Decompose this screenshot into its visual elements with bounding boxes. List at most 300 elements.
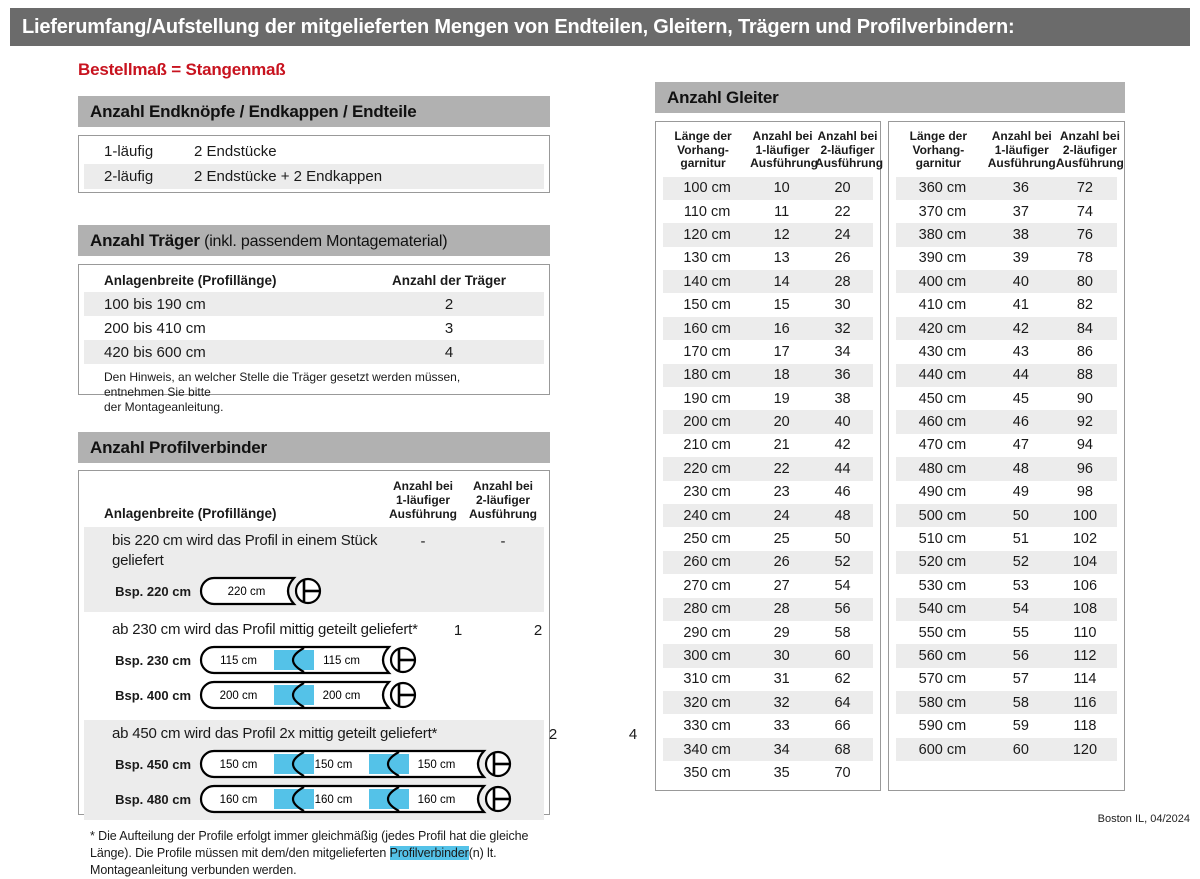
count-1-laeufig: 56 [1012, 648, 1029, 664]
table-row [84, 292, 544, 316]
count-1-laeufig: 48 [1012, 460, 1029, 477]
length-value: 370 cm [918, 203, 967, 220]
count-1-laeufig: 13 [773, 250, 790, 267]
svg-text:150 cm: 150 cm [219, 759, 258, 771]
table-row [663, 457, 873, 480]
count-1-laeufig: 29 [773, 624, 790, 641]
count-2-laeufig: 50 [834, 531, 851, 548]
count-1-laeufig: 36 [1012, 180, 1029, 197]
count-1-laeufig: 33 [773, 718, 790, 735]
count-2-laeufig: 26 [834, 250, 851, 267]
traeger-note-line1: Den Hinweis, an welcher Stelle die Träger gesetzt werden müssen, entnehmen Sie bitte [104, 370, 461, 399]
count-2-laeufig: 52 [834, 554, 851, 571]
count-1-laeufig: 12 [773, 226, 790, 243]
section-header-endteile-label: Anzahl Endknöpfe / Endkappen / Endteile [90, 102, 417, 121]
length-value: 140 cm [683, 273, 731, 290]
profilverbinder-row-text: ab 230 cm wird das Profil mittig geteilt geliefert* [112, 621, 418, 638]
length-value: 250 cm [683, 531, 731, 548]
length-value: 200 cm [683, 414, 731, 431]
count-1-laeufig: 19 [773, 390, 790, 407]
count-1-laeufig: 52 [1012, 554, 1029, 571]
count-2-laeufig: 74 [1076, 203, 1093, 220]
example-label: Bsp. 450 cm [115, 756, 191, 772]
count-2-laeufig: 108 [1072, 601, 1098, 618]
table-row [896, 387, 1117, 410]
traeger-row3-count: 4 [444, 343, 454, 361]
count-1-laeufig: 11 [774, 203, 790, 220]
traeger-row2-range: 200 bis 410 cm [104, 319, 206, 337]
table-row [663, 481, 873, 504]
count-1-laeufig: 49 [1012, 484, 1029, 501]
traeger-col1-header: Anlagenbreite (Profillänge) [104, 273, 277, 288]
length-value: 310 cm [683, 671, 731, 688]
table-row [896, 434, 1117, 457]
count-2-laeufig: 20 [834, 180, 851, 197]
length-value: 530 cm [918, 577, 967, 594]
footnote-highlight: Profilverbinder [389, 846, 469, 860]
table-row [663, 364, 873, 387]
length-value: 290 cm [683, 624, 731, 641]
count-2-laeufig: 106 [1072, 577, 1098, 594]
table-row [663, 644, 873, 667]
example-label: Bsp. 480 cm [115, 791, 191, 807]
length-value: 350 cm [683, 764, 731, 781]
count-1-laeufig: 31 [773, 671, 790, 688]
table-row [896, 551, 1117, 574]
count-1-laeufig: 38 [1012, 226, 1029, 243]
svg-text:115 cm: 115 cm [323, 655, 360, 667]
traeger-col2-header: Anzahl der Träger [391, 273, 507, 288]
traeger-row1-count: 2 [444, 295, 454, 313]
gleiter-column-header: Anzahl bei 1-läufiger Ausführung [750, 129, 819, 170]
table-row [663, 598, 873, 621]
count-2-laeufig: 102 [1072, 531, 1098, 548]
section-header-gleiter [655, 82, 1125, 113]
profilverbinder-row [84, 616, 544, 716]
svg-text:115 cm: 115 cm [220, 655, 257, 667]
profilverbinder-row-text: bis 220 cm wird das Profil in einem Stück geliefert [112, 532, 378, 569]
table-row [896, 293, 1117, 316]
count-1-laeufig: 30 [773, 648, 790, 664]
count-1-laeufig: 26 [773, 554, 790, 571]
count-1-laeufig: 59 [1012, 718, 1029, 735]
traeger-table [78, 264, 550, 414]
count-2-laeufig: 44 [834, 460, 851, 477]
document-footer: Boston IL, 04/2024 [1097, 813, 1190, 825]
table-row [84, 164, 544, 189]
profilverbinder-footnote [84, 820, 544, 879]
count-2-laeufig: 86 [1076, 343, 1093, 360]
table-row [663, 293, 873, 316]
table-row [84, 139, 544, 164]
table-row [896, 738, 1117, 761]
count-2-laeufig: 112 [1073, 648, 1097, 664]
svg-text:200 cm: 200 cm [219, 690, 258, 702]
table-row [663, 223, 873, 246]
length-value: 560 cm [918, 648, 967, 664]
end-piece-icon [486, 752, 510, 776]
length-value: 270 cm [683, 577, 731, 594]
length-value: 590 cm [918, 718, 967, 735]
count-1-laeufig: 27 [773, 577, 790, 594]
length-value: 150 cm [683, 297, 731, 314]
count-2-laeufig: 110 [1073, 624, 1097, 641]
length-value: 170 cm [683, 343, 731, 360]
count-2-laeufig: 24 [834, 226, 851, 243]
table-row [896, 247, 1117, 270]
count-1-laeufig: 14 [773, 273, 790, 290]
count-2-laeufig: - [500, 533, 506, 550]
length-value: 190 cm [683, 390, 731, 407]
endteile-row1-type: 1-läufig [104, 143, 154, 160]
traeger-row2-count: 3 [444, 319, 454, 337]
profilverbinder-table-header [84, 471, 544, 523]
table-row [663, 387, 873, 410]
end-piece-icon [296, 579, 320, 603]
length-value: 160 cm [683, 320, 731, 337]
count-2-laeufig: 62 [834, 671, 851, 688]
table-row [663, 527, 873, 550]
table-row [896, 270, 1117, 293]
profile-rod-diagram [199, 680, 419, 710]
profile-rod-diagram [199, 576, 324, 606]
table-row [663, 200, 873, 223]
svg-text:160 cm: 160 cm [219, 794, 258, 806]
gleiter-table1-header [656, 122, 884, 171]
length-value: 390 cm [918, 250, 967, 267]
count-2-laeufig: 82 [1076, 297, 1093, 314]
table-row [896, 621, 1117, 644]
table-row [663, 410, 873, 433]
count-1-laeufig: 25 [773, 531, 790, 548]
page-title: Lieferumfang/Aufstellung der mitgelieferten Mengen von Endteilen, Gleitern, Trägern und Profilverbindern: [10, 8, 1190, 46]
section-header-traeger-label: Anzahl Träger [90, 231, 200, 250]
length-value: 280 cm [683, 601, 731, 618]
count-1-laeufig: 39 [1012, 250, 1029, 267]
profile-rod-diagram [199, 784, 514, 814]
table-row [663, 551, 873, 574]
table-row [663, 247, 873, 270]
table-row [663, 738, 873, 761]
count-1-laeufig: 10 [773, 180, 790, 197]
count-1-laeufig: 53 [1012, 577, 1029, 594]
count-2-laeufig: 34 [834, 343, 851, 360]
table-row [663, 761, 873, 784]
count-2-laeufig: 120 [1072, 741, 1098, 758]
count-1-laeufig: - [420, 533, 426, 550]
table-row [896, 527, 1117, 550]
gleiter-column-header: Anzahl bei 2-läufiger Ausführung [1055, 129, 1124, 170]
example-diagram [84, 680, 419, 710]
length-value: 120 cm [683, 226, 731, 243]
length-value: 360 cm [918, 180, 967, 197]
example-diagram [84, 645, 419, 675]
section-header-profilverbinder-label: Anzahl Profilverbinder [90, 438, 267, 457]
profilverbinder-row-text: ab 450 cm wird das Profil 2x mittig geteilt geliefert* [112, 725, 438, 742]
count-2-laeufig: 28 [834, 273, 851, 290]
length-value: 380 cm [918, 226, 967, 243]
count-2-laeufig: 2 [533, 622, 543, 639]
count-1-laeufig: 42 [1012, 320, 1029, 337]
count-1-laeufig: 24 [773, 507, 790, 524]
count-2-laeufig: 104 [1072, 554, 1098, 571]
table-row [896, 200, 1117, 223]
length-value: 460 cm [918, 414, 967, 431]
count-2-laeufig: 78 [1076, 250, 1093, 267]
count-2-laeufig: 94 [1076, 437, 1093, 454]
count-1-laeufig: 60 [1012, 741, 1029, 758]
count-1-laeufig: 16 [773, 320, 790, 337]
count-2-laeufig: 30 [834, 297, 851, 314]
length-value: 420 cm [918, 320, 967, 337]
length-value: 410 cm [918, 297, 967, 314]
gleiter-table-1 [655, 121, 884, 791]
count-2-laeufig: 48 [834, 507, 851, 524]
traeger-note [84, 364, 544, 415]
table-row [663, 668, 873, 691]
count-2-laeufig: 88 [1076, 367, 1093, 384]
count-1-laeufig: 37 [1012, 203, 1029, 220]
length-value: 520 cm [918, 554, 967, 571]
svg-text:160 cm: 160 cm [314, 794, 353, 806]
length-value: 180 cm [683, 367, 731, 384]
count-2-laeufig: 116 [1073, 694, 1097, 711]
table-row [896, 714, 1117, 737]
example-label: Bsp. 400 cm [115, 687, 191, 703]
count-2-laeufig: 118 [1073, 718, 1097, 735]
table-row [84, 340, 544, 364]
count-2-laeufig: 90 [1076, 390, 1093, 407]
profilverbinder-col2-header: Anzahl bei 1-läufiger Ausführung [389, 479, 457, 521]
count-2-laeufig: 72 [1076, 180, 1093, 197]
table-row [663, 504, 873, 527]
count-1-laeufig: 23 [773, 484, 790, 501]
count-2-laeufig: 42 [834, 437, 851, 454]
table-row [896, 668, 1117, 691]
profilverbinder-row [84, 527, 544, 612]
length-value: 330 cm [683, 718, 731, 735]
svg-text:160 cm: 160 cm [417, 794, 456, 806]
traeger-row1-range: 100 bis 190 cm [104, 295, 206, 313]
table-row [896, 574, 1117, 597]
table-row [896, 410, 1117, 433]
count-1-laeufig: 57 [1012, 671, 1029, 688]
length-value: 540 cm [918, 601, 967, 618]
count-1-laeufig: 32 [773, 694, 790, 711]
end-piece-icon [391, 648, 415, 672]
length-value: 510 cm [918, 531, 967, 548]
svg-text:150 cm: 150 cm [314, 759, 353, 771]
profilverbinder-table [78, 470, 638, 877]
example-diagram [84, 749, 514, 779]
count-1-laeufig: 22 [773, 460, 790, 477]
count-2-laeufig: 4 [628, 726, 638, 743]
endteile-row1-value: 2 Endstücke [194, 143, 277, 160]
length-value: 470 cm [918, 437, 967, 454]
table-row [663, 574, 873, 597]
svg-text:150 cm: 150 cm [417, 759, 456, 771]
count-2-laeufig: 38 [834, 390, 851, 407]
profilverbinder-rows [79, 527, 638, 820]
profilverbinder-row [84, 720, 638, 820]
count-2-laeufig: 114 [1073, 671, 1097, 688]
table-row [663, 340, 873, 363]
table-row [663, 621, 873, 644]
endteile-row2-type: 2-läufig [104, 168, 154, 185]
count-2-laeufig: 64 [834, 694, 851, 711]
table-row [896, 177, 1117, 200]
endteile-table [78, 135, 550, 193]
length-value: 430 cm [918, 343, 967, 360]
table-row [896, 317, 1117, 340]
gleiter-column-header: Anzahl bei 2-läufiger Ausführung [815, 129, 884, 170]
profilverbinder-col1-header: Anlagenbreite (Profillänge) [104, 506, 277, 521]
count-1-laeufig: 50 [1012, 507, 1029, 524]
count-1-laeufig: 20 [773, 414, 790, 431]
section-header-profilverbinder [78, 432, 550, 463]
count-2-laeufig: 70 [834, 764, 851, 781]
count-2-laeufig: 98 [1076, 484, 1093, 501]
count-1-laeufig: 45 [1012, 390, 1029, 407]
length-value: 220 cm [683, 460, 731, 477]
length-value: 230 cm [683, 484, 731, 501]
length-value: 440 cm [918, 367, 967, 384]
section-header-traeger-sub: (inkl. passendem Montagematerial) [199, 233, 448, 250]
example-label: Bsp. 220 cm [115, 583, 191, 599]
profile-rod-diagram [199, 645, 419, 675]
gleiter-table2-header [889, 122, 1124, 171]
count-1-laeufig: 58 [1012, 694, 1029, 711]
length-value: 480 cm [918, 460, 967, 477]
gleiter-column-header: Länge der Vorhang- garnitur [674, 129, 732, 170]
table-row [896, 223, 1117, 246]
order-size-note: Bestellmaß = Stangenmaß [78, 60, 286, 79]
count-1-laeufig: 21 [773, 437, 790, 454]
count-1-laeufig: 15 [773, 297, 790, 314]
table-row [663, 714, 873, 737]
traeger-table-header [84, 265, 544, 292]
count-1-laeufig: 55 [1012, 624, 1029, 641]
count-2-laeufig: 56 [834, 601, 851, 618]
endteile-row2-value: 2 Endstücke + 2 Endkappen [194, 168, 383, 185]
length-value: 490 cm [918, 484, 967, 501]
section-header-gleiter-label: Anzahl Gleiter [667, 88, 779, 107]
length-value: 240 cm [683, 507, 731, 524]
table-row [663, 270, 873, 293]
table-row [896, 598, 1117, 621]
end-piece-icon [486, 787, 510, 811]
count-2-laeufig: 92 [1076, 414, 1093, 431]
svg-text:200 cm: 200 cm [322, 690, 361, 702]
gleiter-column-header: Länge der Vorhang- garnitur [909, 129, 968, 170]
table-row [896, 364, 1117, 387]
count-2-laeufig: 66 [834, 718, 851, 735]
count-2-laeufig: 80 [1076, 273, 1093, 290]
traeger-row3-range: 420 bis 600 cm [104, 343, 206, 361]
length-value: 580 cm [918, 694, 967, 711]
gleiter-table2-rows [889, 177, 1124, 762]
svg-text:220 cm: 220 cm [227, 586, 266, 598]
count-2-laeufig: 54 [834, 577, 851, 594]
profilverbinder-col3-header: Anzahl bei 2-läufiger Ausführung [469, 479, 537, 521]
table-row [896, 457, 1117, 480]
length-value: 130 cm [683, 250, 731, 267]
table-row [663, 317, 873, 340]
count-1-laeufig: 54 [1012, 601, 1029, 618]
count-2-laeufig: 58 [834, 624, 851, 641]
length-value: 320 cm [683, 694, 731, 711]
count-2-laeufig: 84 [1076, 320, 1093, 337]
example-diagram [84, 576, 384, 606]
gleiter-column-header: Anzahl bei 1-läufiger Ausführung [987, 129, 1056, 170]
length-value: 110 cm [683, 203, 731, 220]
count-1-laeufig: 40 [1012, 273, 1029, 290]
count-2-laeufig: 32 [834, 320, 851, 337]
table-row [84, 316, 544, 340]
length-value: 210 cm [683, 437, 731, 454]
table-row [896, 691, 1117, 714]
count-1-laeufig: 17 [773, 343, 790, 360]
profile-rod-diagram [199, 749, 514, 779]
table-row [896, 481, 1117, 504]
length-value: 340 cm [683, 741, 731, 758]
count-2-laeufig: 36 [834, 367, 851, 384]
count-1-laeufig: 35 [773, 764, 790, 781]
traeger-note-line2: der Montageanleitung. [104, 400, 224, 414]
count-1-laeufig: 43 [1012, 343, 1029, 360]
count-1-laeufig: 44 [1012, 367, 1029, 384]
section-header-traeger [78, 225, 550, 256]
table-row [896, 504, 1117, 527]
section-header-endteile [78, 96, 550, 127]
table-row [663, 434, 873, 457]
count-1-laeufig: 2 [548, 726, 558, 743]
count-1-laeufig: 18 [773, 367, 790, 384]
count-1-laeufig: 28 [773, 601, 790, 618]
gleiter-table-2 [888, 121, 1125, 791]
length-value: 500 cm [918, 507, 967, 524]
example-label: Bsp. 230 cm [115, 652, 191, 668]
count-1-laeufig: 1 [453, 622, 463, 639]
table-row [896, 644, 1117, 667]
count-2-laeufig: 40 [834, 414, 851, 431]
table-row [896, 340, 1117, 363]
count-2-laeufig: 76 [1076, 226, 1093, 243]
length-value: 300 cm [683, 648, 731, 664]
length-value: 400 cm [918, 273, 967, 290]
length-value: 570 cm [918, 671, 967, 688]
footnote-text: * Die Aufteilung der Profile erfolgt immer gleichmäßig (jedes Profil hat die gleiche Länge). Die Profile müssen mit dem/den mitgelieferten [90, 829, 529, 860]
count-1-laeufig: 47 [1012, 437, 1029, 454]
length-value: 600 cm [918, 741, 967, 758]
end-piece-icon [391, 683, 415, 707]
length-value: 100 cm [683, 180, 731, 197]
length-value: 550 cm [918, 624, 967, 641]
count-1-laeufig: 46 [1012, 414, 1029, 431]
example-diagram [84, 784, 514, 814]
count-1-laeufig: 41 [1012, 297, 1029, 314]
length-value: 450 cm [918, 390, 967, 407]
count-2-laeufig: 68 [834, 741, 851, 758]
count-1-laeufig: 51 [1012, 531, 1029, 548]
footnote-text: (n) lt. Montageanleitung verbunden werden. [90, 846, 497, 877]
count-2-laeufig: 22 [834, 203, 851, 220]
table-row [663, 177, 873, 200]
count-1-laeufig: 34 [773, 741, 790, 758]
count-2-laeufig: 100 [1072, 507, 1098, 524]
table-row [663, 691, 873, 714]
count-2-laeufig: 60 [834, 648, 851, 664]
